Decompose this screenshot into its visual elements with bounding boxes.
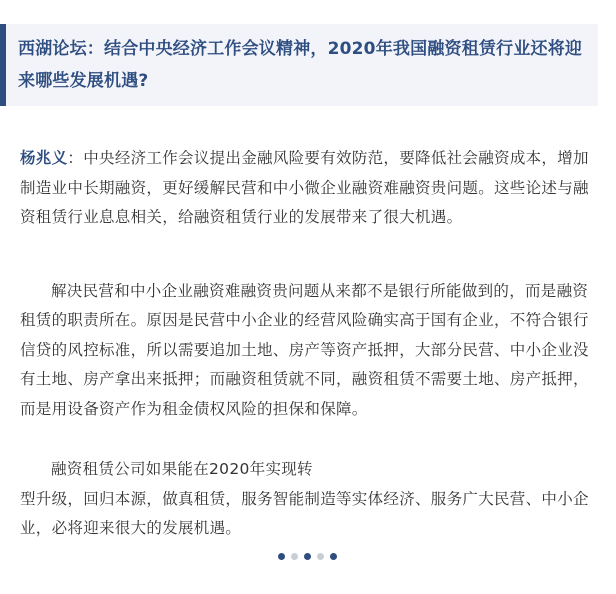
pagination-dot xyxy=(317,553,324,560)
paragraph-1-text: 中央经济工作会议提出金融风险要有效防范，要降低社会融资成本，增加制造业中长期融资，更好缓解民营和中小微企业融资难融资贵问题。这些论述与融资租赁行业息息相关，给融资租赁行业的发展带来了很大机遇。 xyxy=(20,149,589,226)
paragraph-speaker-quote xyxy=(20,144,598,233)
paragraph-3-line-2-text: 型升级，回归本源，做真租赁，服务智能制造等实体经济、服务广大民营、中小企业，必将迎来很大的发展机遇。 xyxy=(20,489,589,537)
pagination-dots xyxy=(278,553,337,560)
article-body xyxy=(20,144,598,544)
speaker-name: 杨兆义 xyxy=(20,149,68,167)
article-title-block xyxy=(0,24,598,106)
pagination-dot xyxy=(330,553,337,560)
pagination-dot xyxy=(291,553,298,560)
paragraph-3-line-1 xyxy=(20,455,598,485)
paragraph-2 xyxy=(20,277,598,425)
paragraph-2-text: 解决民营和中小企业融资难融资贵问题从来都不是银行所能做到的，而是融资租赁的职责所在。原因是民营中小企业的经营风险确实高于国有企业，不符合银行信贷的风控标准，所以需要追加土地、房产等资产抵押，大部分民营、中小企业没有土地、房产拿出来抵押；而融资租赁就不同，融资租赁不需要土地、房产抵押，而是用设备资产作为租金债权风险的担保和保障。 xyxy=(20,281,589,418)
paragraph-spacer xyxy=(20,424,598,455)
pagination-dot xyxy=(278,553,285,560)
paragraph-spacer xyxy=(20,233,598,277)
paragraph-3-line-2 xyxy=(20,485,598,544)
article-title: 西湖论坛：结合中央经济工作会议精神，2020年我国融资租赁行业还将迎来哪些发展机遇? xyxy=(18,39,583,91)
pagination-dot xyxy=(304,553,311,560)
paragraph-3-line-1-text: 融资租赁公司如果能在2020年实现转 xyxy=(51,460,313,478)
speaker-separator: ： xyxy=(67,149,84,167)
